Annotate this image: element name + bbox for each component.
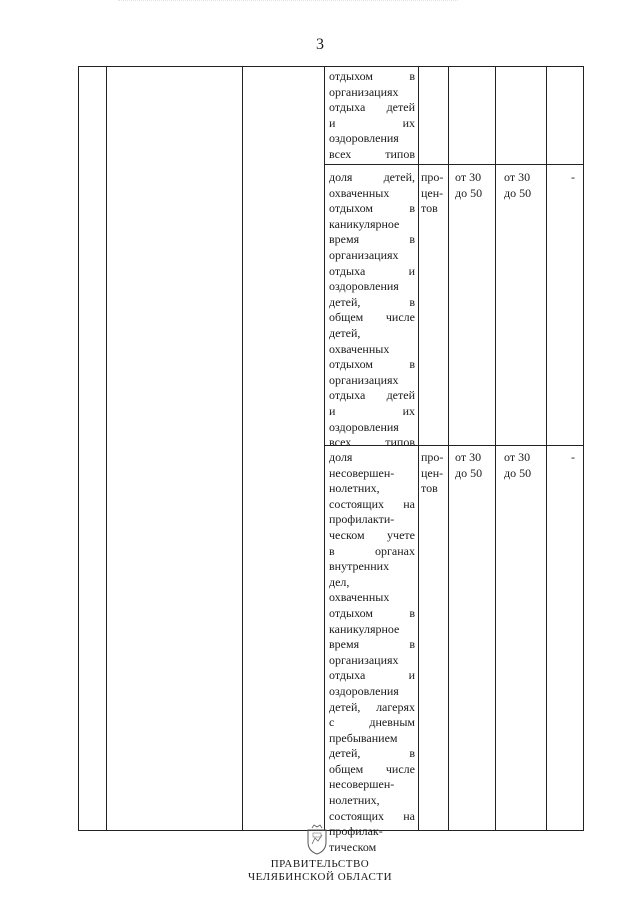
coat-of-arms-icon	[304, 824, 330, 856]
table-column-divider	[106, 67, 107, 830]
note-cell: -	[571, 450, 575, 464]
scan-artifact	[118, 0, 458, 11]
value-cell: от 30 до 50	[504, 170, 532, 200]
indicator-cell: отдыхом в организациях отдыха детей и их оздоровления всех типов	[329, 69, 415, 161]
table-column-divider	[448, 67, 449, 830]
footer-line-2: ЧЕЛЯБИНСКОЙ ОБЛАСТИ	[247, 871, 393, 883]
note-cell: -	[571, 170, 575, 184]
page-number: 3	[316, 36, 324, 53]
indicator-table	[78, 66, 584, 854]
indicator-cell: доля несовершен- нолетних, состоящих на профилакти- ческом учете в органах внутренних дел, охваченных отдыхом в каникулярное время в организациях отдыха и оздоровления детей, лагерях с дневным пребыванием детей, в общем числе несовершен- нолетних, состоящих на профилак- тическом	[329, 450, 415, 854]
value-cell: от 30 до 50	[504, 450, 532, 480]
unit-cell: про- цен- тов	[421, 450, 444, 496]
table-column-divider	[324, 67, 325, 830]
indicator-cell: доля детей, охваченных отдыхом в каникулярное время в организациях отдыха и оздоровления детей, в общем числе детей, охваченных отдыхом в организациях отдыха детей и их оздоровления всех типов	[329, 170, 415, 450]
value-cell: от 30 до 50	[455, 450, 483, 480]
unit-cell: про- цен- тов	[421, 170, 444, 216]
table-row-divider	[325, 164, 583, 165]
table-column-divider	[242, 67, 243, 830]
value-cell: от 30 до 50	[455, 170, 483, 200]
footer-line-1: ПРАВИТЕЛЬСТВО	[270, 858, 370, 870]
table-column-divider	[418, 67, 419, 830]
